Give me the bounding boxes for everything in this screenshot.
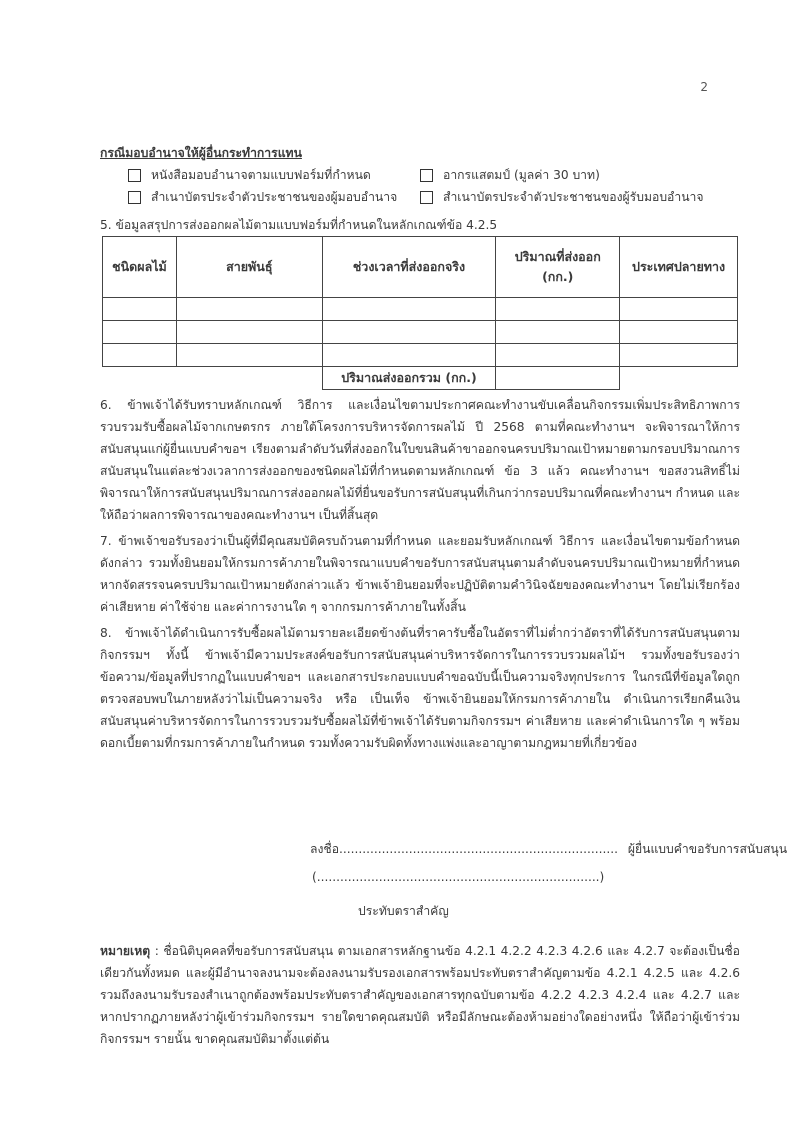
table-cell[interactable]	[496, 344, 620, 367]
checkbox-row	[128, 188, 397, 207]
table-cell[interactable]	[322, 344, 496, 367]
table-cell[interactable]	[620, 321, 738, 344]
delegation-title: กรณีมอบอำนาจให้ผู้อื่นกระทำการแทน	[100, 146, 302, 160]
table-cell[interactable]	[496, 321, 620, 344]
table-cell[interactable]	[322, 298, 496, 321]
page-number: 2	[700, 80, 708, 94]
remark-label: หมายเหตุ	[100, 944, 151, 958]
blank-cell	[176, 367, 322, 390]
applicant-role: ผู้ยื่นแบบคำขอรับการสนับสนุน	[627, 842, 788, 856]
table-cell[interactable]	[322, 321, 496, 344]
blank-cell	[103, 367, 177, 390]
col-variety: สายพันธุ์	[176, 237, 322, 298]
total-value[interactable]	[496, 367, 620, 390]
printed-name-line[interactable]: (.........................................................................)	[312, 870, 605, 884]
remark-text: : ชื่อนิติบุคคลที่ขอรับการสนับสนุน ตามเอกสารหลักฐานข้อ 4.2.1 4.2.2 4.2.3 4.2.6 และ 4.2.7 จะต้องเป็นชื่อเดียวกันทั้งหมด และผู้มีอำนาจลงนามจะต้องลงนามรับรองเอกสารพร้อมประทับตราสำคัญตามข้อ 4.2.1 4.2.5 และ 4.2.6 รวมถึงลงนามรับรองสำเนาถูกต้องพร้อมประทับตราสำคัญของเอกสารทุกฉบับตามข้อ 4.2.2 4.2.3 4.2.4 และ 4.2.7 และหากปรากฏภายหลังว่าผู้เข้าร่วมกิจกรรมฯ รายใดขาดคุณสมบัติ หรือมีลักษณะต้องห้ามอย่างใดอย่างหนึ่ง ให้ถือว่าผู้เข้าร่วมกิจกรรมฯ รายนั้น ขาดคุณสมบัติมาตั้งแต่ต้น	[100, 944, 740, 1046]
table-cell[interactable]	[103, 298, 177, 321]
export-summary-table	[102, 236, 738, 390]
checkbox-grantee-id[interactable]	[420, 191, 433, 204]
paragraph-8: 8. ข้าพเจ้าได้ดำเนินการรับซื้อผลไม้ตามรายละเอียดข้างต้นที่ราคารับซื้อในอัตราที่ไม่ต่ำกว่าอัตราที่ได้รับการสนับสนุนตามกิจกรรมฯ ทั้งนี้ ข้าพเจ้ามีความประสงค์ขอรับการสนับสนุนค่าบริหารจัดการในการรวบรวมผลไม้ฯ รวมทั้งขอรับรองว่า ข้อความ/ข้อมูลที่ปรากฏในแบบคำขอฯ และเอกสารประกอบแบบคำขอฉบับนี้เป็นความจริงทุกประการ ในกรณีที่ข้อมูลใดถูกตรวจสอบพบในภายหลังว่าไม่เป็นความจริง หรือ เป็นเท็จ ข้าพเจ้ายินยอมให้กรมการค้าภายใน ดำเนินการเรียกคืนเงินสนับสนุนค่าบริหารจัดการในการรวบรวมรับซื้อผลไม้ที่ข้าพเจ้าได้รับตามกิจกรรมฯ ค่าเสียหาย และค่าดำเนินการใด ๆ พร้อมดอกเบี้ยตามที่กรมการค้าภายในกำหนด รวมทั้งความรับผิดทั้งทางแพ่งและอาญาตามกฎหมายที่เกี่ยวข้อง	[100, 626, 740, 750]
col-export-quantity: ปริมาณที่ส่งออก (กก.)	[496, 237, 620, 298]
remark-note	[100, 940, 740, 1050]
table-header-row	[103, 237, 738, 298]
blank-cell	[620, 367, 738, 390]
col-destination: ประเทศปลายทาง	[620, 237, 738, 298]
table-cell[interactable]	[620, 298, 738, 321]
table-row	[103, 344, 738, 367]
paragraph-6: 6. ข้าพเจ้าได้รับทราบหลักเกณฑ์ วิธีการ และเงื่อนไขตามประกาศคณะทำงานขับเคลื่อนกิจกรรมเพิ่มประสิทธิภาพการรวบรวมรับซื้อผลไม้จากเกษตรกร ภายใต้โครงการบริหารจัดการผลไม้ ปี 2568 ตามที่คณะทำงานฯ จะพิจารณาให้การสนับสนุนแก่ผู้ยื่นแบบคำขอฯ เรียงตามลำดับวันที่ส่งออกในใบขนสินค้าขาออกจนครบปริมาณเป้าหมายตามกรอบปริมาณการสนับสนุนในแต่ละช่วงเวลาการส่งออกของชนิดผลไม้ที่กำหนดตามหลักเกณฑ์ ข้อ 3 แล้ว คณะทำงานฯ ขอสงวนสิทธิ์ไม่พิจารณาให้การสนับสนุนปริมาณการส่งออกผลไม้ที่ยื่นขอรับการสนับสนุนที่เกินกว่ากรอบปริมาณที่คณะทำงานฯ กำหนด และให้ถือว่าผลการพิจารณาของคณะทำงานฯ เป็นที่สิ้นสุด	[100, 398, 740, 522]
total-label: ปริมาณส่งออกรวม (กก.)	[322, 367, 496, 390]
sign-dots[interactable]: ........................................................................	[339, 842, 618, 856]
col-fruit-type: ชนิดผลไม้	[103, 237, 177, 298]
checkbox-row	[420, 188, 704, 207]
table-cell[interactable]	[103, 344, 177, 367]
col-export-period: ช่วงเวลาที่ส่งออกจริง	[322, 237, 496, 298]
checkbox-label: หนังสือมอบอำนาจตามแบบฟอร์มที่กำหนด	[151, 168, 371, 182]
company-seal-label: ประทับตราสำคัญ	[358, 904, 449, 918]
checkbox-label: สำเนาบัตรประจำตัวประชาชนของผู้รับมอบอำนาจ	[443, 190, 704, 204]
table-cell[interactable]	[103, 321, 177, 344]
checkbox-grantor-id[interactable]	[128, 191, 141, 204]
checkbox-label: อากรแสตมป์ (มูลค่า 30 บาท)	[443, 168, 600, 182]
table-cell[interactable]	[496, 298, 620, 321]
table-row	[103, 298, 738, 321]
checkbox-row	[128, 166, 371, 185]
table-cell[interactable]	[176, 344, 322, 367]
checkbox-power-of-attorney[interactable]	[128, 169, 141, 182]
checkbox-label: สำเนาบัตรประจำตัวประชาชนของผู้มอบอำนาจ	[151, 190, 398, 204]
checkbox-stamp-duty[interactable]	[420, 169, 433, 182]
sign-label: ลงชื่อ	[310, 842, 340, 856]
table-cell[interactable]	[176, 321, 322, 344]
table-cell[interactable]	[620, 344, 738, 367]
checkbox-row	[420, 166, 600, 185]
section5-heading: 5. ข้อมูลสรุปการส่งออกผลไม้ตามแบบฟอร์มที่กำหนดในหลักเกณฑ์ข้อ 4.2.5	[100, 218, 498, 232]
paragraph-7: 7. ข้าพเจ้าขอรับรองว่าเป็นผู้ที่มีคุณสมบัติครบถ้วนตามที่กำหนด และยอมรับหลักเกณฑ์ วิธีการ และเงื่อนไขตามข้อกำหนดดังกล่าว รวมทั้งยินยอมให้กรมการค้าภายในพิจารณาแบบคำขอรับการสนับสนุนตามลำดับจนครบปริมาณเป้าหมายที่กำหนด หากจัดสรรจนครบปริมาณเป้าหมายดังกล่าวแล้ว ข้าพเจ้ายินยอมที่จะปฏิบัติตามคำวินิจฉัยของคณะทำงานฯ โดยไม่เรียกร้องค่าเสียหาย ค่าใช้จ่าย และค่าการงานใด ๆ จากกรมการค้าภายในทั้งสิ้น	[100, 534, 740, 614]
table-cell[interactable]	[176, 298, 322, 321]
table-total-row	[103, 367, 738, 390]
signature-line	[310, 840, 787, 859]
table-row	[103, 321, 738, 344]
